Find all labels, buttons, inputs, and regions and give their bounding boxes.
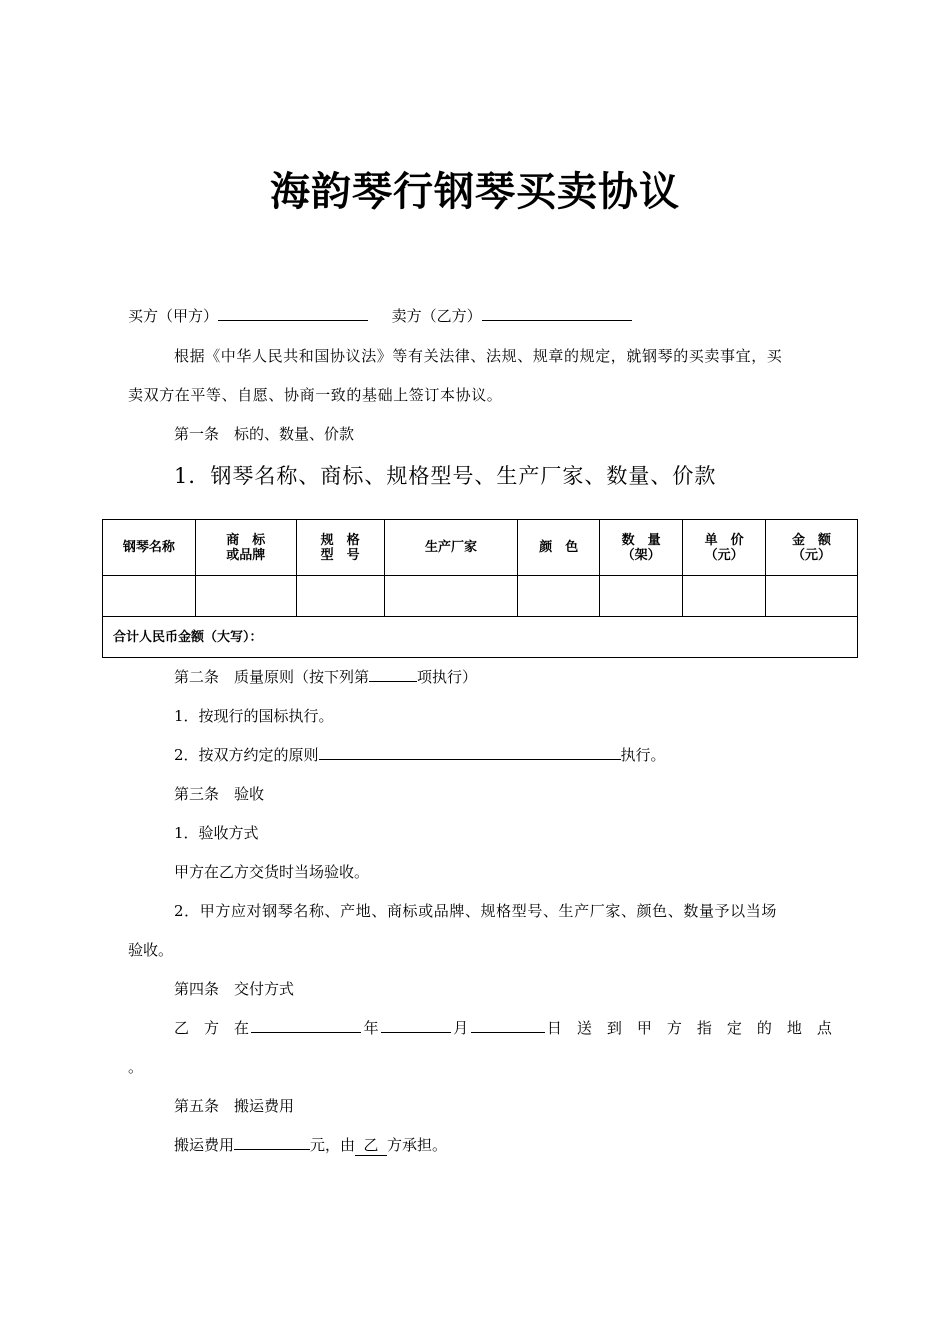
cell-piano-name[interactable]: [103, 576, 196, 617]
cell-model[interactable]: [296, 576, 384, 617]
article1-heading: 第一条 标的、数量、价款: [174, 425, 355, 443]
article2-item-blank[interactable]: [369, 666, 417, 682]
header-quantity: 数 量 （架）: [600, 520, 683, 576]
piano-spec-table: [102, 519, 858, 658]
article1-subheading: 1．钢琴名称、商标、规格型号、生产厂家、数量、价款: [174, 464, 717, 488]
agreed-principle-blank[interactable]: [319, 744, 621, 760]
cell-quantity[interactable]: [600, 576, 683, 617]
cell-color[interactable]: [518, 576, 600, 617]
article2-item1: 1．按现行的国标执行。: [174, 707, 334, 725]
article3-item2-line1: 2．甲方应对钢琴名称、产地、商标或品牌、规格型号、生产厂家、颜色、数量予以当场: [174, 902, 777, 920]
delivery-year-blank[interactable]: [251, 1017, 361, 1033]
article3-item1-text: 甲方在乙方交货时当场验收。: [174, 863, 370, 881]
header-brand: 商 标 或品牌: [195, 520, 296, 576]
article3-item1: 1．验收方式: [174, 824, 259, 842]
article5-heading: 第五条 搬运费用: [174, 1097, 295, 1115]
delivery-day-blank[interactable]: [471, 1017, 545, 1033]
header-piano-name: 钢琴名称: [103, 520, 196, 576]
article2-item2: 2．按双方约定的原则 执行。: [174, 746, 666, 764]
table-total-row: [103, 617, 858, 658]
parties-line: [128, 305, 632, 326]
total-amount-cell[interactable]: [103, 617, 858, 658]
article2-heading: 第二条 质量原则（按下列第 项执行）: [174, 668, 478, 686]
article4-end: 。: [128, 1058, 144, 1076]
transport-fee-blank[interactable]: [234, 1134, 310, 1150]
header-color: 颜 色: [518, 520, 600, 576]
article5-text: 搬运费用 元，由 乙 方承担。: [174, 1136, 448, 1154]
bearing-party[interactable]: 乙: [355, 1134, 387, 1156]
delivery-month-blank[interactable]: [381, 1017, 451, 1033]
cell-brand[interactable]: [195, 576, 296, 617]
buyer-blank[interactable]: [218, 305, 368, 321]
article3-item2-line2: 验收。: [128, 941, 174, 959]
cell-unit-price[interactable]: [683, 576, 766, 617]
document-title: 海韵琴行钢琴买卖协议: [270, 168, 680, 215]
total-amount-label: 合计人民币金额（大写）：: [113, 629, 263, 645]
article4-text: 乙 方 在 年 月 日 送 到 甲 方 指 定 的 地 点: [174, 1019, 832, 1037]
article3-heading: 第三条 验收: [174, 785, 265, 803]
intro-line-1: 根据《中华人民共和国协议法》等有关法律、法规、规章的规定，就钢琴的买卖事宜，买: [174, 347, 783, 365]
table-row: [103, 576, 858, 617]
article4-heading: 第四条 交付方式: [174, 980, 295, 998]
cell-manufacturer[interactable]: [384, 576, 518, 617]
buyer-label: 买方（甲方）: [128, 307, 219, 325]
seller-blank[interactable]: [482, 305, 632, 321]
cell-amount[interactable]: [766, 576, 858, 617]
header-unit-price: 单 价 （元）: [683, 520, 766, 576]
seller-label: 卖方（乙方）: [391, 307, 482, 325]
header-manufacturer: 生产厂家: [384, 520, 518, 576]
intro-line-2: 卖双方在平等、自愿、协商一致的基础上签订本协议。: [128, 386, 503, 404]
header-amount: 金 额 （元）: [766, 520, 858, 576]
table-header-row: [103, 520, 858, 576]
header-model: 规 格 型 号: [296, 520, 384, 576]
